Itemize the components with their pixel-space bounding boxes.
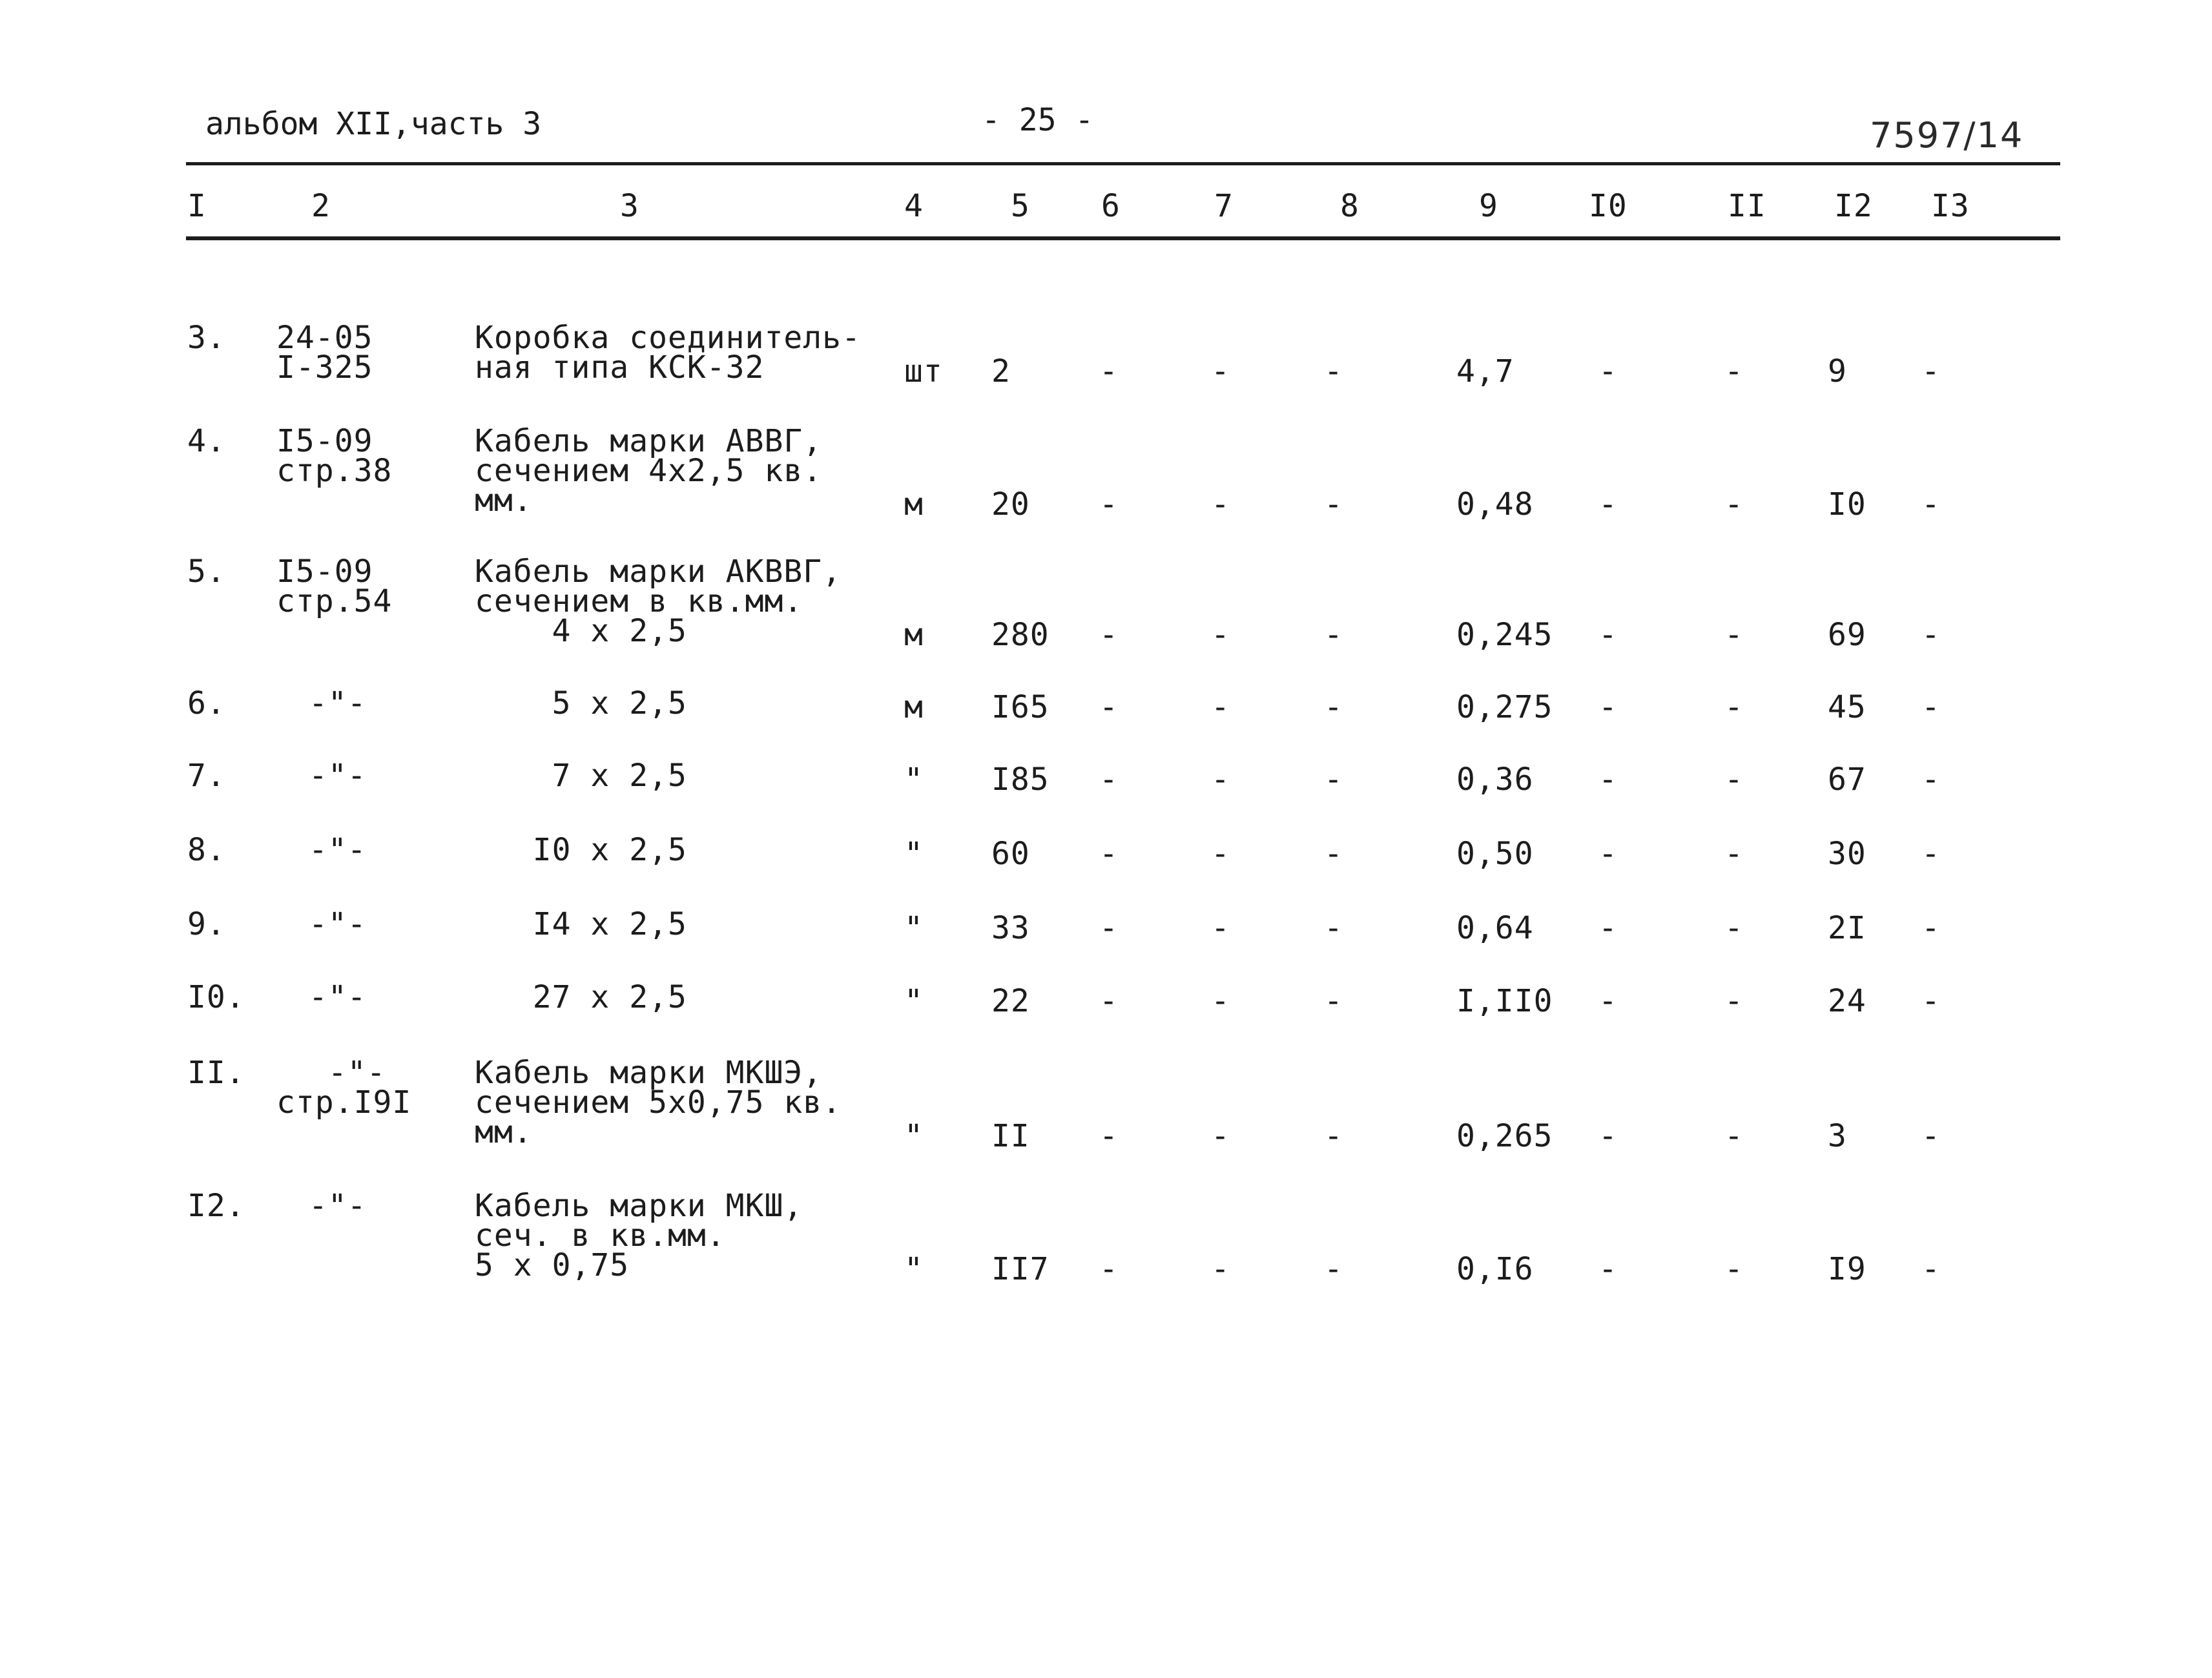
- row-cell-qty: 280: [991, 617, 1049, 653]
- row-number: 6.: [187, 685, 226, 721]
- row-cell-c9: 0,48: [1456, 486, 1534, 523]
- column-header-6: 6: [1101, 188, 1121, 224]
- row-cell-c13: -: [1921, 836, 1941, 872]
- header-rule-bottom: [186, 236, 2060, 240]
- row-code-line: -"-: [309, 832, 367, 868]
- row-cell-c11: -: [1724, 1118, 1744, 1154]
- row-cell-unit: м: [904, 486, 924, 523]
- row-cell-c12: 9: [1828, 353, 1847, 389]
- row-cell-c8: -: [1324, 836, 1343, 872]
- row-cell-c7: -: [1211, 836, 1230, 872]
- row-cell-c7: -: [1211, 983, 1230, 1019]
- row-number: 3.: [187, 320, 226, 356]
- row-cell-c10: -: [1598, 910, 1618, 946]
- row-cell-c6: -: [1099, 836, 1119, 872]
- row-description-line: Кабель марки АВВГ,: [475, 423, 823, 459]
- row-cell-c10: -: [1598, 353, 1618, 389]
- row-description-line: 5 x 2,5: [475, 685, 687, 721]
- row-description-line: 4 x 2,5: [475, 613, 687, 649]
- row-cell-c8: -: [1324, 761, 1343, 798]
- row-cell-c8: -: [1324, 983, 1343, 1019]
- row-cell-c8: -: [1324, 1118, 1343, 1154]
- row-cell-c9: 0,245: [1456, 617, 1553, 653]
- row-cell-c7: -: [1211, 761, 1230, 798]
- row-cell-c9: 0,I6: [1456, 1251, 1534, 1287]
- row-cell-c11: -: [1724, 910, 1744, 946]
- page-number: - 25 -: [982, 102, 1094, 138]
- row-cell-c12: 3: [1828, 1118, 1847, 1154]
- column-header-11: II: [1728, 188, 1766, 224]
- row-number: I2.: [187, 1188, 245, 1224]
- row-cell-c7: -: [1211, 910, 1230, 946]
- column-header-13: I3: [1931, 188, 1970, 224]
- row-description-line: сечением 5x0,75 кв.: [475, 1084, 842, 1121]
- row-number: 5.: [187, 554, 226, 590]
- row-cell-qty: I85: [991, 761, 1049, 798]
- row-cell-c12: I9: [1828, 1251, 1866, 1287]
- row-cell-c11: -: [1724, 761, 1744, 798]
- row-cell-c8: -: [1324, 1251, 1343, 1287]
- row-cell-c13: -: [1921, 761, 1941, 798]
- row-number: 4.: [187, 423, 226, 459]
- row-code-line: -"-: [309, 685, 367, 721]
- row-cell-c9: 0,64: [1456, 910, 1534, 946]
- row-cell-c13: -: [1921, 617, 1941, 653]
- row-code-line: -"-: [309, 906, 367, 942]
- row-cell-unit: ": [904, 983, 924, 1019]
- row-cell-c12: 24: [1828, 983, 1866, 1019]
- row-cell-c10: -: [1598, 983, 1618, 1019]
- row-description-line: ная типа КСК-32: [475, 349, 765, 386]
- row-cell-c6: -: [1099, 1251, 1119, 1287]
- row-cell-c10: -: [1598, 761, 1618, 798]
- column-header-9: 9: [1479, 188, 1498, 224]
- row-cell-c11: -: [1724, 353, 1744, 389]
- row-cell-unit: ": [904, 1118, 924, 1154]
- row-description-line: сечением в кв.мм.: [475, 583, 803, 619]
- row-cell-c10: -: [1598, 1251, 1618, 1287]
- row-cell-c12: 2I: [1828, 910, 1866, 946]
- row-cell-c10: -: [1598, 1118, 1618, 1154]
- row-cell-c12: 67: [1828, 761, 1866, 798]
- row-cell-c11: -: [1724, 689, 1744, 725]
- row-cell-c6: -: [1099, 486, 1119, 523]
- row-description-line: I0 x 2,5: [475, 832, 687, 868]
- row-cell-c11: -: [1724, 1251, 1744, 1287]
- row-number: 8.: [187, 832, 226, 868]
- row-cell-unit: шт: [904, 353, 943, 389]
- row-code-line: стр.38: [276, 453, 393, 489]
- row-code-line: I5-09: [276, 423, 373, 459]
- row-cell-c9: 0,275: [1456, 689, 1553, 725]
- row-cell-c10: -: [1598, 617, 1618, 653]
- row-cell-c7: -: [1211, 689, 1230, 725]
- row-cell-c6: -: [1099, 983, 1119, 1019]
- row-cell-qty: 60: [991, 836, 1030, 872]
- row-cell-c9: 0,50: [1456, 836, 1534, 872]
- row-cell-c9: I,II0: [1456, 983, 1553, 1019]
- column-header-4: 4: [904, 188, 924, 224]
- row-code-line: 24-05: [276, 320, 373, 356]
- row-description-line: мм.: [475, 482, 533, 519]
- row-description-line: 5 x 0,75: [475, 1247, 630, 1283]
- row-cell-c7: -: [1211, 353, 1230, 389]
- row-cell-unit: м: [904, 617, 924, 653]
- row-cell-unit: ": [904, 761, 924, 798]
- row-cell-unit: ": [904, 910, 924, 946]
- row-description-line: 27 x 2,5: [475, 979, 687, 1015]
- row-cell-qty: 33: [991, 910, 1030, 946]
- row-cell-c8: -: [1324, 486, 1343, 523]
- column-header-10: I0: [1589, 188, 1628, 224]
- row-cell-c8: -: [1324, 689, 1343, 725]
- row-cell-c8: -: [1324, 910, 1343, 946]
- row-description-line: 7 x 2,5: [475, 758, 687, 794]
- row-code-line: I-325: [276, 349, 373, 386]
- column-header-5: 5: [1011, 188, 1030, 224]
- row-code-line: -"-: [309, 758, 367, 794]
- row-cell-c11: -: [1724, 983, 1744, 1019]
- row-cell-c13: -: [1921, 1251, 1941, 1287]
- column-header-12: I2: [1834, 188, 1873, 224]
- row-cell-unit: ": [904, 1251, 924, 1287]
- row-description-line: мм.: [475, 1114, 533, 1150]
- row-cell-c9: 4,7: [1456, 353, 1514, 389]
- row-description-line: Кабель марки МКШ,: [475, 1188, 803, 1224]
- album-label: альбом XII,часть 3: [205, 106, 542, 142]
- row-cell-c10: -: [1598, 689, 1618, 725]
- row-cell-unit: м: [904, 689, 924, 725]
- row-cell-c8: -: [1324, 617, 1343, 653]
- row-code-line: -"-: [309, 979, 367, 1015]
- row-cell-c13: -: [1921, 353, 1941, 389]
- row-cell-c7: -: [1211, 1118, 1230, 1154]
- row-cell-qty: I65: [991, 689, 1049, 725]
- row-cell-qty: 22: [991, 983, 1030, 1019]
- row-cell-c12: 30: [1828, 836, 1866, 872]
- row-code-line: I5-09: [276, 554, 373, 590]
- row-cell-qty: 2: [991, 353, 1011, 389]
- row-cell-c6: -: [1099, 689, 1119, 725]
- row-cell-qty: II: [991, 1118, 1030, 1154]
- row-cell-c9: 0,36: [1456, 761, 1534, 798]
- row-code-line: стр.I9I: [276, 1084, 412, 1121]
- row-description-line: сечением 4x2,5 кв.: [475, 453, 823, 489]
- row-cell-c11: -: [1724, 486, 1744, 523]
- row-cell-c7: -: [1211, 617, 1230, 653]
- row-number: II.: [187, 1055, 245, 1091]
- row-cell-c6: -: [1099, 761, 1119, 798]
- row-cell-c6: -: [1099, 1118, 1119, 1154]
- row-code-line: -"-: [309, 1188, 367, 1224]
- row-description-line: Кабель марки МКШЭ,: [475, 1055, 823, 1091]
- row-description-line: сеч. в кв.мм.: [475, 1217, 726, 1254]
- row-number: 7.: [187, 758, 226, 794]
- column-header-2: 2: [311, 188, 331, 224]
- header-rule-top: [186, 162, 2060, 165]
- row-cell-c6: -: [1099, 353, 1119, 389]
- row-cell-c11: -: [1724, 836, 1744, 872]
- column-header-3: 3: [620, 188, 639, 224]
- row-code-line: -"-: [309, 1055, 386, 1091]
- column-header-8: 8: [1340, 188, 1359, 224]
- row-cell-qty: 20: [991, 486, 1030, 523]
- row-cell-c13: -: [1921, 486, 1941, 523]
- column-header-7: 7: [1214, 188, 1234, 224]
- row-cell-c13: -: [1921, 910, 1941, 946]
- row-number: I0.: [187, 979, 245, 1015]
- row-cell-c10: -: [1598, 836, 1618, 872]
- row-cell-c6: -: [1099, 617, 1119, 653]
- row-cell-c9: 0,265: [1456, 1118, 1553, 1154]
- row-cell-c12: I0: [1828, 486, 1866, 523]
- row-cell-c7: -: [1211, 1251, 1230, 1287]
- row-cell-c13: -: [1921, 1118, 1941, 1154]
- row-description-line: I4 x 2,5: [475, 906, 687, 942]
- row-code-line: стр.54: [276, 583, 393, 619]
- row-cell-c11: -: [1724, 617, 1744, 653]
- row-cell-c13: -: [1921, 983, 1941, 1019]
- row-cell-c10: -: [1598, 486, 1618, 523]
- column-header-1: I: [187, 188, 207, 224]
- row-cell-c7: -: [1211, 486, 1230, 523]
- row-cell-c12: 45: [1828, 689, 1866, 725]
- row-cell-c8: -: [1324, 353, 1343, 389]
- row-cell-c13: -: [1921, 689, 1941, 725]
- doc-number-handwritten: 7597/14: [1870, 115, 2024, 156]
- row-cell-unit: ": [904, 836, 924, 872]
- row-cell-qty: II7: [991, 1251, 1049, 1287]
- row-cell-c6: -: [1099, 910, 1119, 946]
- row-description-line: Коробка соединитель-: [475, 320, 861, 356]
- row-description-line: Кабель марки АКВВГ,: [475, 554, 842, 590]
- row-cell-c12: 69: [1828, 617, 1866, 653]
- row-number: 9.: [187, 906, 226, 942]
